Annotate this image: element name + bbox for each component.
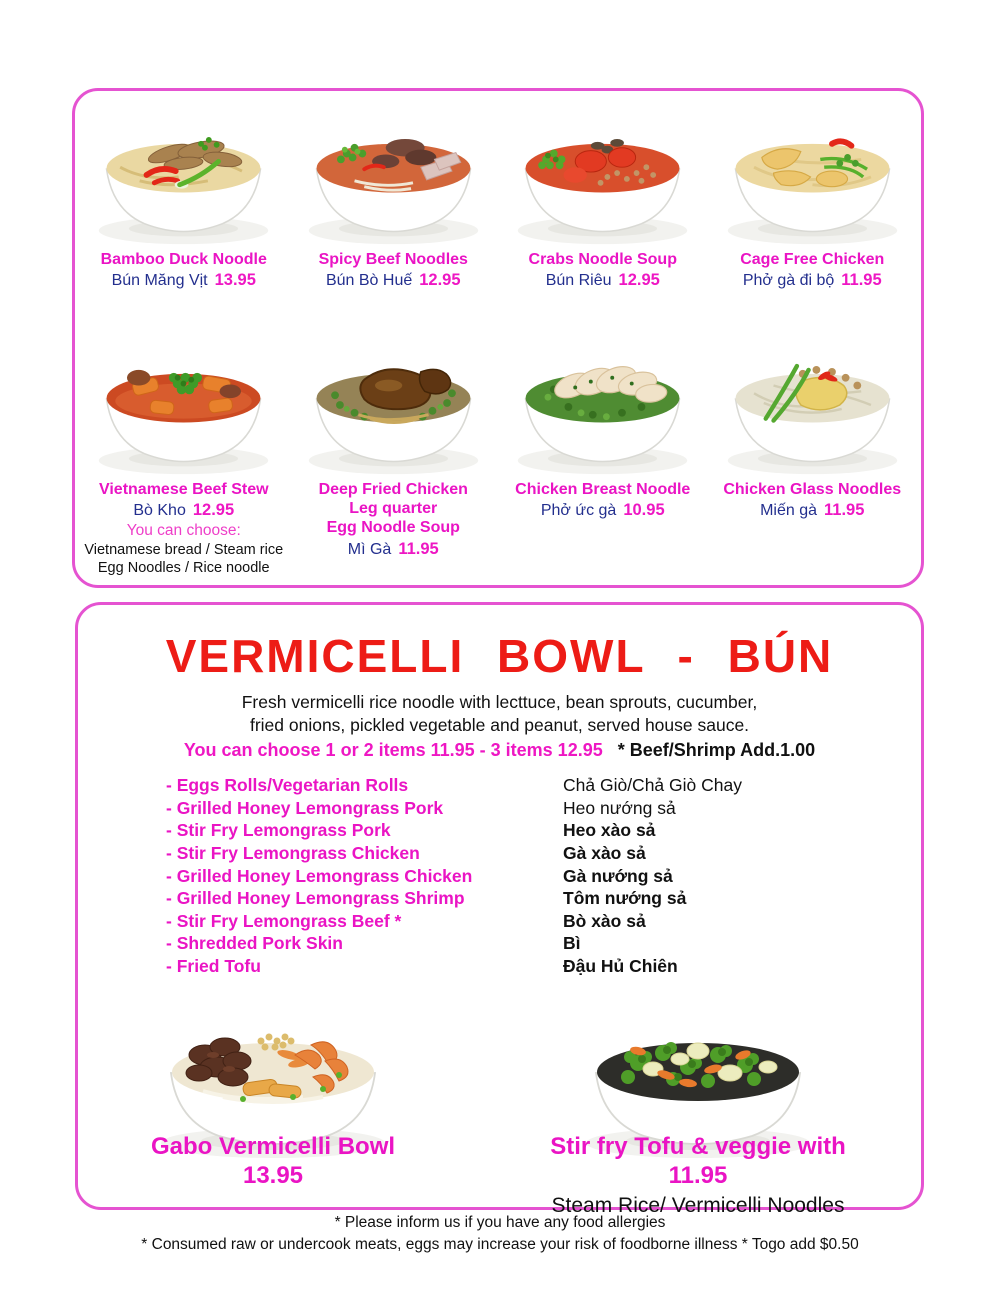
tofu-veggie-caption	[523, 1133, 873, 1219]
dish-vietnamese-name: Bún Măng Vịt	[111, 272, 208, 290]
dish-photo-spicy-beef-noodles	[296, 99, 491, 250]
list-item	[166, 910, 921, 933]
dish-vietnamese-name: Mì Gà	[347, 540, 392, 558]
dish-card-crab-noodle	[498, 99, 708, 329]
list-item	[166, 865, 921, 888]
list-item	[166, 775, 921, 798]
list-item	[166, 887, 921, 910]
dish-price: 10.95	[623, 501, 665, 520]
dish-name: Cage Free Chicken	[740, 251, 885, 268]
item-english: - Grilled Honey Lemongrass Pork	[166, 797, 444, 818]
featured-dish-price: 13.95	[242, 1161, 304, 1189]
list-item	[166, 842, 921, 865]
item-vietnamese: Tôm nướng sả	[563, 888, 687, 909]
item-english: - Stir Fry Lemongrass Beef *	[166, 910, 402, 931]
dish-price: 11.95	[824, 501, 865, 520]
dish-price: 12.95	[419, 271, 461, 290]
dish-card-spicy-beef	[289, 99, 499, 329]
dish-grid	[75, 91, 921, 577]
description-line-1: Fresh vermicelli rice noodle with lecttuce, bean sprouts, cucumber,	[241, 692, 758, 712]
item-vietnamese: Bò xào sả	[563, 910, 646, 931]
dish-photo-deep-fried-chicken-egg-noodle	[296, 329, 491, 480]
dish-name: Chicken Glass Noodles	[723, 481, 902, 498]
dish-card-chicken-breast	[498, 329, 708, 577]
item-english: - Eggs Rolls/Vegetarian Rolls	[166, 775, 409, 796]
dish-name: Bamboo Duck Noodle	[100, 251, 267, 268]
item-english: - Shredded Pork Skin	[166, 933, 343, 954]
featured-dish-name: Gabo Vermicelli Bowl	[150, 1133, 396, 1160]
dish-name: Crabs Noodle Soup	[528, 251, 677, 268]
item-vietnamese: Chả Giò/Chả Giò Chay	[563, 775, 742, 796]
vermicelli-section	[75, 602, 924, 1217]
list-item	[166, 820, 921, 843]
item-vietnamese: Heo nướng sả	[563, 797, 676, 818]
dish-vietnamese-name: Bò Kho	[133, 502, 186, 520]
dish-price: 11.95	[398, 539, 439, 558]
dish-card-glass-noodles	[708, 329, 918, 577]
item-vietnamese: Heo xào sả	[563, 820, 656, 841]
featured-dish-name: Stir fry Tofu & veggie with 11.95	[550, 1133, 846, 1189]
dish-price: 11.95	[841, 271, 882, 290]
item-english: - Grilled Honey Lemongrass Shrimp	[166, 888, 465, 909]
item-vietnamese: Gà nướng sả	[563, 865, 673, 886]
list-item	[166, 797, 921, 820]
dish-card-fried-chicken-leg	[289, 329, 499, 577]
list-item	[166, 933, 921, 956]
dish-option: Egg Noodles / Rice noodle	[97, 559, 270, 576]
dish-card-bamboo-duck	[79, 99, 289, 329]
gabo-bowl-caption	[98, 1133, 448, 1191]
vermicelli-item-list	[166, 775, 921, 978]
item-vietnamese: Gà xào sả	[563, 843, 646, 864]
dish-photo-chicken-breast-noodle	[505, 329, 700, 480]
dish-vietnamese-name: Bún Riêu	[545, 272, 612, 290]
dish-vietnamese-name: Phở ức gà	[540, 502, 617, 520]
dish-vietnamese-name: Bún Bò Huế	[325, 272, 413, 290]
item-english: - Fried Tofu	[166, 956, 261, 977]
choose-line-pricing: You can choose 1 or 2 items 11.95 - 3 items 12.95	[183, 739, 603, 760]
dish-name: Leg quarter	[349, 500, 438, 518]
dish-photo-bamboo-duck-noodle	[86, 99, 281, 250]
dish-option: Vietnamese bread / Steam rice	[84, 541, 284, 558]
description-line-2: fried onions, pickled vegetable and peanut, served house sauce.	[249, 714, 750, 735]
dish-name: Chicken Breast Noodle	[515, 481, 691, 498]
foodborne-illness-notice: * Consumed raw or undercook meats, eggs may increase your risk of foodborne illness * Togo add $0.50	[141, 1236, 859, 1253]
dish-card-beef-stew	[79, 329, 289, 577]
dish-name: Spicy Beef Noodles	[318, 251, 468, 268]
featured-dish-sub: Steam Rice/ Vermicelli Noodles	[551, 1193, 845, 1217]
dish-price: 13.95	[214, 271, 256, 290]
dish-photo-vietnamese-beef-stew	[86, 329, 281, 480]
item-english: - Stir Fry Lemongrass Chicken	[166, 843, 420, 864]
item-vietnamese: Đậu Hủ Chiên	[563, 956, 678, 977]
section-description	[78, 691, 921, 737]
allergy-notice: * Please inform us if you have any food allergies	[334, 1214, 666, 1231]
dish-name: Deep Fried Chicken	[318, 481, 468, 498]
list-item	[166, 955, 921, 978]
dish-name: Egg Noodle Soup	[326, 519, 460, 537]
dish-vietnamese-name: Phở gà đi bộ	[742, 272, 835, 290]
noodle-soup-section	[72, 88, 924, 588]
dish-choose-label: You can choose:	[126, 522, 241, 540]
dish-price: 12.95	[192, 501, 235, 520]
dish-photo-cage-free-chicken	[715, 99, 910, 250]
item-english: - Stir Fry Lemongrass Pork	[166, 820, 391, 841]
dish-photo-crabs-noodle-soup	[505, 99, 700, 250]
choose-line-addon: * Beef/Shrimp Add.1.00	[617, 739, 816, 760]
dish-card-cage-free-chicken	[708, 99, 918, 329]
section-title: VERMICELLI BOWL - BÚN	[165, 630, 834, 682]
dish-vietnamese-name: Miến gà	[760, 502, 818, 520]
dish-photo-chicken-glass-noodles	[715, 329, 910, 480]
dish-name: Vietnamese Beef Stew	[98, 481, 269, 498]
item-english: - Grilled Honey Lemongrass Chicken	[166, 865, 473, 886]
dish-price: 12.95	[618, 271, 660, 290]
choose-line	[78, 740, 921, 761]
item-vietnamese: Bì	[563, 933, 581, 954]
